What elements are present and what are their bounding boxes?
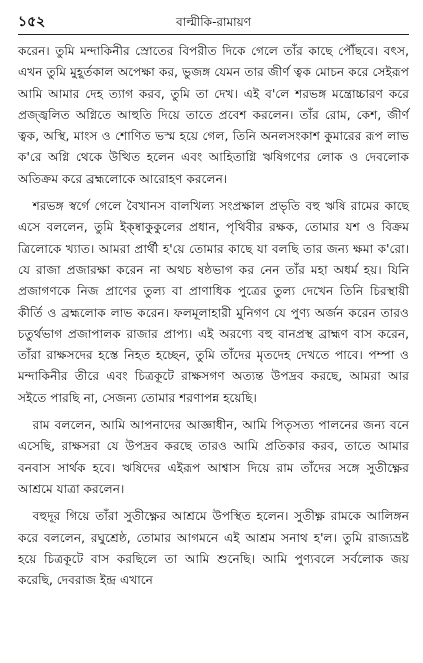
paragraph: বহুদূর গিয়ে তাঁরা সুতীক্ষ্ণের আশ্রমে উপস্থিত হলেন। সুতীক্ষ্ণ রামকে আলিঙ্গন করে বললেন, রঘুশ্রেষ্ঠ, তোমার আগমনে এই আশ্রম সনাথ হ'ল। তুমি রাজ্যভ্রষ্ট হয়ে চিত্রকূটে বাস করছিলে তা আমি শুনেছি। আমি পুণ্যবলে সর্বলোক জয় করেছি, দেবরাজ ইন্দ্র এখানে — [18, 509, 409, 588]
page-number: ১৫২ — [18, 14, 46, 30]
page-header — [18, 10, 409, 35]
running-title: বাল্মীকি-রামায়ণ — [176, 15, 251, 29]
paragraph: রাম বললেন, আমি আপনাদের আজ্ঞাধীন, আমি পিতৃসত্য পালনের জন্য বনে এসেছি, রাক্ষসরা যে উপদ্রব করছে তারও আমি প্রতিকার করব, তাতে আমার বনবাস সার্থক হবে। ঋষিদের এইরূপ আশ্বাস দিয়ে রাম তাঁদের সঙ্গে সুতীক্ষ্ণের আশ্রমে যাত্রা করলেন। — [18, 418, 409, 496]
paragraph: শরভঙ্গ স্বর্গে গেলে বৈখানস বালখিল্য সংপ্রক্ষাল প্রভৃতি বহু ঋষি রামের কাছে এসে বললেন, তুমি ইক্ষ্বাকুকুলের প্রধান, পৃথিবীর রক্ষক, তোমার যশ ও বিক্রম ত্রিলোকে খ্যাত। আমরা প্রার্থী হ'য়ে তোমার কাছে যা বলছি তার জন্য ক্ষমা ক'রো। যে রাজা প্রজারক্ষা করেন না অথচ ষষ্ঠভাগ কর নেন তাঁর মহা অধর্ম হয়। যিনি প্রজাগণকে নিজ প্রাণের তুল্য বা প্রাণাধিক পুত্রের তুল্য দেখেন তিনি চিরস্থায়ী কীর্তি ও ব্রহ্মলোক লাভ করেন। ফলমূলাহারী মুনিগণ যে পুণ্য অর্জন করেন তারও চতুর্থভাগ প্রজাপালক রাজার প্রাপ্য। এই অরণ্যে বহু বানপ্রস্থ ব্রাহ্মণ বাস করেন, তাঁরা রাক্ষসদের হস্তে নিহত হচ্ছেন, তুমি তাঁদের মৃতদেহ দেখতে পাবে। পম্পা ও মন্দাকিনীর তীরে এবং চিত্রকূটে রাক্ষসগণ অত্যন্ত উপদ্রব করছে, আমরা আর সইতে পারছি না, সেজন্য তোমার শরণাপন্ন হয়েছি। — [18, 199, 409, 405]
body-text — [18, 41, 409, 591]
paragraph: করেন। তুমি মন্দাকিনীর স্রোতের বিপরীত দিকে গেলে তাঁর কাছে পৌঁছবে। বৎস, এখন তুমি মুহূর্তকাল অপেক্ষা কর, ভুজঙ্গ যেমন তার জীর্ণ ত্বক মোচন করে সেইরূপ আমি আমার দেহ ত্যাগ করব, তুমি তা দেখ। এই ব'লে শরভঙ্গ মন্ত্রোচ্চারণ করে প্রজ্জ্বলিত অগ্নিতে আহুতি দিয়ে তাতে প্রবেশ করলেন। তাঁর রোম, কেশ, জীর্ণ ত্বক, অস্থি, মাংস ও শোণিত ভস্ম হয়ে গেল, তিনি অনলসংকাশ কুমারের রূপ লাভ ক'রে অগ্নি থেকে উত্থিত হলেন এবং আহিতাগ্নি ঋষিগণের লোক ও দেবলোক অতিক্রম করে ব্রহ্মলোকে আরোহণ করলেন। — [18, 44, 409, 186]
